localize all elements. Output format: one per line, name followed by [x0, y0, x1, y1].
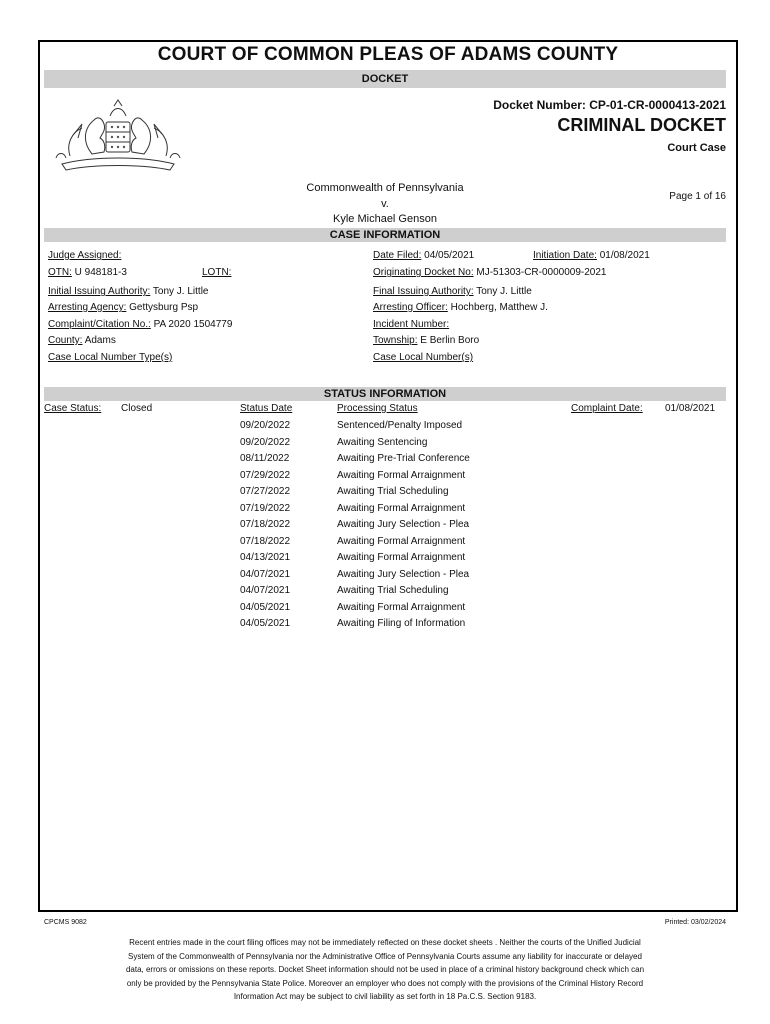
- case-kind: Court Case: [667, 142, 726, 154]
- county-field: [48, 335, 116, 346]
- disclaimer-line: Information Act may be subject to civil liability as set forth in 18 Pa.C.S. Section 9183.: [233, 992, 537, 1001]
- county-value: Adams: [84, 335, 116, 346]
- status-date: 04/07/2021: [240, 568, 291, 580]
- caption-plaintiff: Commonwealth of Pennsylvania: [306, 182, 464, 194]
- arresting-officer-value: Hochberg, Matthew J.: [450, 302, 548, 313]
- status-date: 07/29/2022: [240, 469, 291, 481]
- status-date: 07/18/2022: [240, 535, 291, 547]
- township-value: E Berlin Boro: [420, 335, 480, 346]
- status-date: 09/20/2022: [240, 420, 291, 431]
- processing-status-header: Processing Status: [337, 403, 418, 414]
- initial-authority-label: Initial Issuing Authority:: [48, 286, 151, 297]
- case-status-value: Closed: [121, 403, 153, 414]
- complaint-citation-label: Complaint/Citation No.:: [48, 319, 151, 330]
- status-date: 04/13/2021: [240, 552, 291, 563]
- incident-number-label: Incident Number:: [373, 319, 450, 330]
- processing-status: Awaiting Formal Arraignment: [337, 469, 466, 481]
- processing-status: Awaiting Filing of Information: [337, 618, 466, 629]
- disclaimer: [80, 936, 690, 1004]
- county-label: County:: [48, 335, 83, 346]
- initiation-date-label: Initiation Date:: [533, 250, 597, 261]
- otn-field: [48, 267, 127, 278]
- processing-status: Sentenced/Penalty Imposed: [337, 420, 463, 431]
- status-information-bar: STATUS INFORMATION: [44, 387, 726, 401]
- processing-status: Awaiting Formal Arraignment: [337, 552, 466, 563]
- otn-value: U 948181-3: [74, 267, 127, 278]
- processing-status: Awaiting Jury Selection - Plea: [337, 519, 470, 530]
- final-authority-field: [373, 286, 532, 297]
- initiation-date-value: 01/08/2021: [599, 250, 650, 261]
- township-field: [373, 335, 479, 346]
- processing-status: Awaiting Jury Selection - Plea: [337, 568, 470, 580]
- status-date: 07/27/2022: [240, 486, 291, 497]
- case-information-bar: CASE INFORMATION: [44, 228, 726, 242]
- status-date: 04/05/2021: [240, 618, 291, 629]
- arresting-agency-label: Arresting Agency:: [48, 302, 127, 313]
- initial-authority-field: [48, 286, 208, 297]
- complaint-citation-value: PA 2020 1504779: [153, 319, 233, 330]
- disclaimer-line: System of the Commonwealth of Pennsylvania nor the Administrative Office of Pennsylvania Courts assume any liability for inaccurate or delayed: [128, 951, 642, 961]
- case-status-label: Case Status:: [44, 403, 102, 414]
- case-local-number-type-label: Case Local Number Type(s): [48, 352, 173, 363]
- final-authority-label: Final Issuing Authority:: [373, 286, 474, 297]
- processing-status: Awaiting Trial Scheduling: [337, 585, 449, 596]
- docket-number: Docket Number: CP-01-CR-0000413-2021: [493, 98, 726, 112]
- initial-authority-value: Tony J. Little: [152, 286, 209, 297]
- initiation-date-field: [533, 250, 650, 261]
- township-label: Township:: [373, 335, 418, 346]
- originating-docket-value: MJ-51303-CR-0000009-2021: [476, 267, 607, 278]
- complaint-date-value: 01/08/2021: [665, 403, 716, 414]
- caption-versus: v.: [381, 198, 389, 210]
- status-date: 07/18/2022: [240, 519, 291, 530]
- processing-status: Awaiting Sentencing: [337, 436, 428, 448]
- status-date: 04/07/2021: [240, 585, 291, 596]
- originating-docket-label: Originating Docket No:: [373, 267, 474, 278]
- otn-label: OTN:: [48, 267, 72, 278]
- case-local-number-label: Case Local Number(s): [373, 352, 474, 363]
- status-date: 09/20/2022: [240, 436, 291, 448]
- disclaimer-line: data, errors or omissions on these reports. Docket Sheet information should not be used in place of a criminal history background check which can: [125, 965, 645, 974]
- disclaimer-line: only be provided by the Pennsylvania State Police. Moreover an employer who does not comply with the provisions of the Criminal History Record: [126, 978, 644, 988]
- pennsylvania-seal-icon: [52, 94, 184, 174]
- complaint-date-label: Complaint Date:: [571, 403, 643, 414]
- docket-type: CRIMINAL DOCKET: [557, 115, 726, 135]
- complaint-citation-field: [48, 319, 232, 330]
- date-filed-label: Date Filed:: [373, 250, 422, 261]
- arresting-officer-field: [373, 302, 548, 313]
- judge-assigned-label: Judge Assigned:: [48, 250, 122, 261]
- originating-docket-field: [373, 267, 606, 278]
- status-date: 04/05/2021: [240, 601, 291, 613]
- form-id: CPCMS 9082: [44, 919, 87, 926]
- arresting-agency-field: [48, 302, 198, 313]
- processing-status: Awaiting Formal Arraignment: [337, 535, 466, 547]
- disclaimer-line: Recent entries made in the court filing offices may not be immediately reflected on these docket sheets . Neither the courts of the Unified Judicial: [129, 938, 641, 947]
- processing-status: Awaiting Trial Scheduling: [337, 486, 449, 497]
- caption-defendant: Kyle Michael Genson: [333, 213, 437, 225]
- lotn-label: LOTN:: [202, 267, 232, 278]
- final-authority-value: Tony J. Little: [476, 286, 532, 297]
- status-date: 07/19/2022: [240, 502, 291, 514]
- status-date-header: Status Date: [240, 403, 293, 414]
- date-filed-value: 04/05/2021: [424, 250, 475, 261]
- docket-bar: DOCKET: [44, 70, 726, 88]
- status-date: 08/11/2022: [240, 453, 290, 464]
- date-filed-field: [373, 250, 474, 261]
- arresting-officer-label: Arresting Officer:: [373, 302, 448, 313]
- processing-status: Awaiting Pre-Trial Conference: [337, 453, 470, 464]
- arresting-agency-value: Gettysburg Psp: [129, 302, 199, 313]
- court-title: COURT OF COMMON PLEAS OF ADAMS COUNTY: [157, 44, 619, 65]
- page-indicator: Page 1 of 16: [669, 191, 726, 202]
- printed-date: Printed: 03/02/2024: [664, 919, 726, 926]
- processing-status: Awaiting Formal Arraignment: [337, 502, 466, 514]
- processing-status: Awaiting Formal Arraignment: [337, 601, 466, 613]
